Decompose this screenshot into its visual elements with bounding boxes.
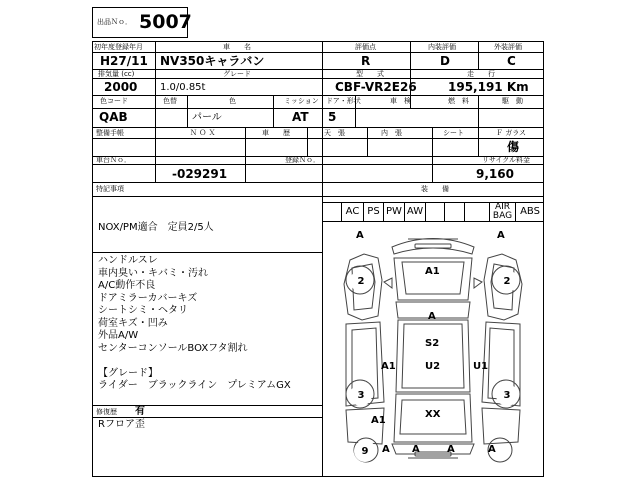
- equip-cell: PW: [383, 202, 404, 222]
- score-label: 評価点: [355, 43, 376, 51]
- equip-cell: AC: [341, 202, 363, 222]
- equip-cell: AW: [404, 202, 425, 222]
- car-name-value: NV350キャラバン: [160, 54, 265, 68]
- color-label: 色: [229, 97, 236, 105]
- notes-list: [98, 255, 291, 393]
- damage-mark: A1: [381, 361, 396, 372]
- mission-value: AT: [292, 110, 309, 124]
- exhibit-label: 出品Ｎｏ．: [97, 18, 132, 26]
- fuel-label: 燃 料: [448, 97, 469, 105]
- note-line: ドアミラーカバーキズ: [98, 292, 198, 304]
- score-value: R: [361, 54, 371, 68]
- mileage-label: 走 行: [467, 70, 495, 78]
- note-line: ライダー ブラックライン プレミアムGX: [98, 380, 291, 391]
- chassis-value: -029291: [172, 167, 228, 181]
- displacement-label: 排気量 (cc): [98, 70, 135, 78]
- model-value: CBF-VR2E26: [335, 80, 417, 94]
- damage-mark: U2: [425, 361, 441, 372]
- repair-label: 修復歴: [96, 408, 117, 416]
- grade-label: グレード: [223, 70, 251, 78]
- displacement-value: 2000: [104, 80, 138, 94]
- year-value: H27/11: [100, 54, 148, 68]
- damage-mark: A: [382, 444, 390, 455]
- equip-cell: [425, 202, 444, 222]
- damage-mark: A1: [425, 266, 440, 277]
- interior-cond-label: 内 張: [381, 129, 402, 137]
- notes-top: NOX/PM適合 定員2/5人: [98, 222, 214, 233]
- seat-label: シート: [443, 129, 464, 137]
- damage-circle: 2: [350, 270, 372, 292]
- damage-mark: A: [488, 444, 496, 455]
- color-code-label: 色コード: [100, 97, 128, 105]
- note-line: 外品A/W: [98, 330, 139, 341]
- exhibit-number-box: [92, 7, 192, 38]
- note-line: 荷室キズ・凹み: [98, 317, 168, 329]
- equip-cell: PS: [363, 202, 383, 222]
- equip-cell: [464, 202, 489, 222]
- recycle-label: リサイクル料金: [482, 156, 531, 164]
- damage-mark: A: [447, 444, 455, 455]
- damage-mark: A: [428, 311, 436, 322]
- interior-value: D: [440, 54, 450, 68]
- glass-value: 傷: [507, 140, 520, 154]
- doors-value: 5: [328, 110, 337, 124]
- color-value: パール: [192, 112, 222, 123]
- drive-label: 駆 動: [502, 97, 523, 105]
- remarks-label: 特記事項: [96, 185, 124, 193]
- sunroof-label: 天 張: [324, 129, 345, 137]
- note-line: センターコンソールBOXフタ割れ: [98, 342, 248, 354]
- equip-cell: ABS: [515, 202, 544, 222]
- interior-label: 内装評価: [428, 43, 456, 51]
- note-line: 車内臭い・キバミ・汚れ: [98, 267, 208, 279]
- note-line: 【グレード】: [98, 367, 158, 379]
- exterior-value: C: [507, 54, 516, 68]
- inspection-label: 車 検: [390, 97, 411, 105]
- grade-value: 1.0/0.85t: [160, 82, 206, 93]
- note-line: ハンドルスレ: [98, 255, 158, 266]
- model-label: 型 式: [356, 70, 384, 78]
- maintenance-label: 整備手帳: [96, 129, 124, 137]
- car-name-label: 車 名: [223, 43, 251, 51]
- color-code-value: QAB: [99, 110, 128, 124]
- exhibit-number: 5007: [139, 11, 192, 33]
- equip-cell: AIR BAG: [489, 202, 515, 222]
- damage-mark: S2: [425, 338, 440, 349]
- damage-mark: A1: [371, 415, 386, 426]
- exterior-label: 外装評価: [494, 43, 522, 51]
- chassis-label: 車台Ｎｏ．: [96, 156, 131, 164]
- repair-note: Rフロア歪: [98, 419, 145, 430]
- equipment-label: 装 備: [421, 185, 449, 193]
- damage-mark: A: [412, 444, 420, 455]
- repair-value: 有: [135, 406, 145, 417]
- year-label: 初年度登録年月: [94, 43, 143, 51]
- damage-mark: A: [356, 230, 364, 241]
- car-history-label: 車 歴: [262, 129, 290, 137]
- reg-label: 登録Ｎｏ．: [285, 156, 320, 164]
- glass-label: Ｆ ガラス: [496, 129, 527, 137]
- damage-circle: 2: [496, 270, 518, 292]
- damage-circle: 3: [496, 384, 518, 406]
- mileage-value: 195,191 Km: [448, 80, 529, 94]
- mission-label: ミッション: [284, 97, 319, 105]
- damage-mark: XX: [425, 409, 441, 420]
- damage-circle: 3: [350, 384, 372, 406]
- note-line: A/C動作不良: [98, 280, 156, 291]
- damage-mark: A: [497, 230, 505, 241]
- note-line: [98, 355, 291, 368]
- damage-circle: 9: [354, 440, 376, 462]
- equip-cell: [444, 202, 464, 222]
- color-change-label: 色替: [163, 97, 177, 105]
- note-line: シートシミ・ヘタリ: [98, 305, 188, 316]
- nox-label: Ｎ Ｏ Ｘ: [190, 129, 216, 137]
- recycle-value: 9,160: [476, 167, 514, 181]
- damage-mark: U1: [473, 361, 489, 372]
- doors-label: ドア・形状: [326, 97, 361, 105]
